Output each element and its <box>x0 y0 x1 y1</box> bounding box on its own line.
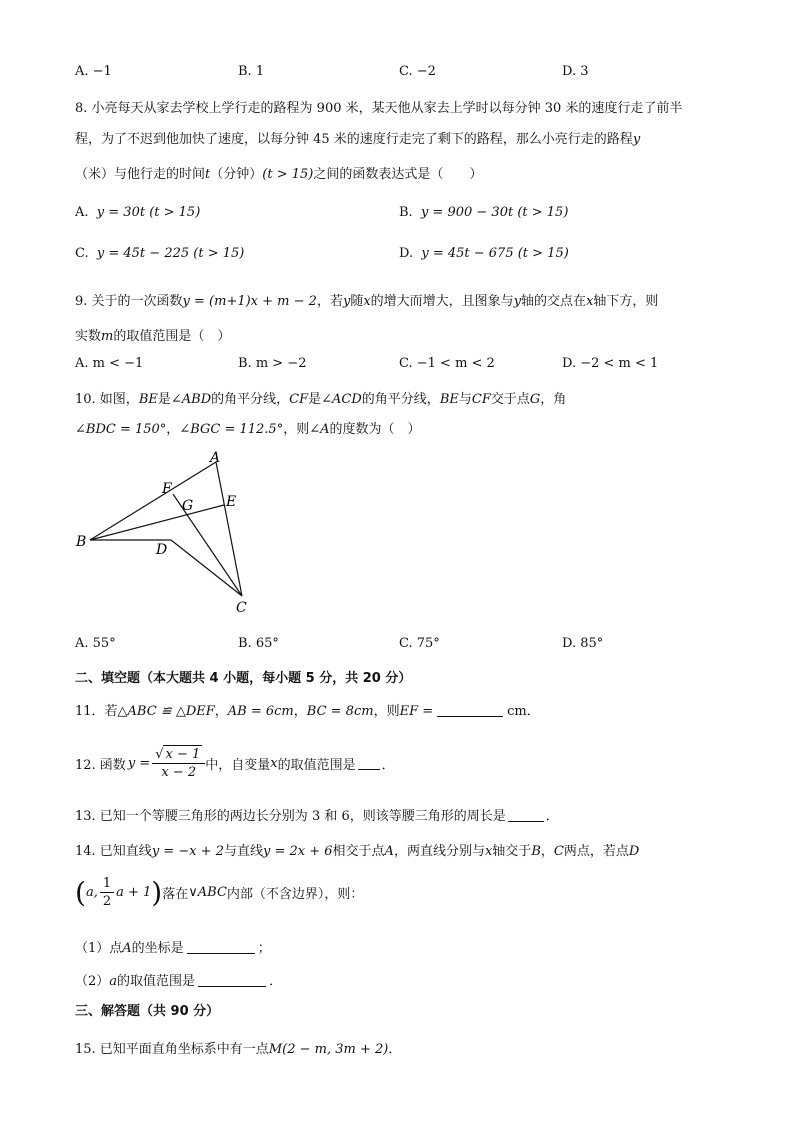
q10-angle-a: ∠A <box>309 422 330 437</box>
q13-text: 13. 已知一个等腰三角形的两边长分别为 3 和 6，则该等腰三角形的周长是 <box>75 809 506 824</box>
q8-line-3-b: （分钟） <box>210 167 263 182</box>
q9-option-d: D. −2 < m < 1 <box>562 356 659 371</box>
q14-text-i: 内部（不含边界），则： <box>226 887 364 902</box>
q8-option-a-expr: y = 30t (t > 15) <box>96 205 201 220</box>
q10-text-a: 10. 如图， <box>75 392 139 407</box>
q12-denominator: x − 2 <box>161 765 197 780</box>
line-ba <box>90 462 216 540</box>
q8-option-a-letter: A. <box>75 205 89 220</box>
line-dc <box>171 540 242 596</box>
q14-sub1-c: ； <box>257 941 271 956</box>
q14-sub1-answer-blank[interactable] <box>187 941 255 954</box>
q11-comma-1: ， <box>214 704 228 719</box>
q10-option-c: C. 75° <box>399 636 440 651</box>
q12-period: ． <box>381 757 395 773</box>
label-b: B <box>76 534 87 550</box>
q14-line-1 <box>75 840 639 859</box>
q9-option-a: A. m < −1 <box>75 356 144 371</box>
q9-var-x2: x <box>586 294 594 309</box>
q8-option-b-letter: B. <box>399 205 413 220</box>
label-c: C <box>236 600 247 616</box>
q14-sub2-var: a <box>109 974 118 989</box>
q14-sub-1 <box>75 937 271 956</box>
section-3-title: 三、解答题（共 90 分） <box>75 1004 220 1019</box>
q10-line-1 <box>75 388 566 407</box>
q10-text-i: ， <box>166 422 180 437</box>
q12-text-a: 12. 函数 <box>75 757 126 773</box>
q8-option-d-letter: D. <box>399 246 414 261</box>
q14-point-d: D <box>628 844 640 859</box>
q11-ab: AB = 6cm <box>227 704 294 719</box>
q10-option-d: D. 85° <box>562 636 604 651</box>
q12-numerator: √ x − 1 <box>152 745 205 764</box>
q9-line-2 <box>75 325 230 344</box>
q12-text-b: 中，自变量 <box>205 757 271 773</box>
q10-angle-bgc: ∠BGC = 112.5° <box>179 422 284 437</box>
q14-sub2-a: （2） <box>75 974 110 989</box>
q14-text-d: ，两直线分别与 <box>393 844 485 859</box>
label-e: E <box>226 494 237 510</box>
q11-unit: cm． <box>507 704 540 719</box>
q8-line-3-a: （米）与他行走的时间 <box>75 167 206 182</box>
q14-half-den: 2 <box>102 894 112 909</box>
q14-sub-2 <box>75 970 282 989</box>
q14-text-e: 轴交于 <box>492 844 532 859</box>
q11-bc: BC = 8cm <box>306 704 374 719</box>
q9-var-x: x <box>363 294 371 309</box>
q11-text-a: 11．若 <box>75 704 118 719</box>
q14-sub2-answer-blank[interactable] <box>198 974 266 987</box>
q8-option-b-expr: y = 900 − 30t (t > 15) <box>420 205 569 220</box>
q14-line-2 <box>75 875 363 910</box>
q12-fraction <box>152 745 205 781</box>
q12-line <box>75 745 395 781</box>
q9-function-expr: y = (m+1)x + m − 2 <box>182 294 317 309</box>
q14-point-b: B <box>531 844 541 859</box>
q14-point-a: A <box>384 844 394 859</box>
q8-option-c <box>75 246 244 261</box>
q8-line-3 <box>75 163 482 182</box>
q10-text-g: 交于点 <box>490 392 530 407</box>
q8-option-d <box>399 246 569 261</box>
q9-text-f: 轴下方，则 <box>593 294 659 309</box>
q13-line <box>75 805 559 824</box>
q10-cf: CF <box>289 392 309 407</box>
q12-y: y = <box>127 755 151 771</box>
q10-text-d: 是 <box>308 392 322 407</box>
q8-option-d-expr: y = 45t − 675 (t > 15) <box>421 246 569 261</box>
q11-comma-2: ， <box>293 704 307 719</box>
q7-option-c: C. −2 <box>399 64 436 79</box>
q14-sub1-a: （1）点 <box>75 941 123 956</box>
q9-text-b: ，若 <box>316 294 343 309</box>
q14-text-b: 与直线 <box>223 844 263 859</box>
q10-text-k: 的度数为（ ） <box>329 422 421 437</box>
q7-option-b: B. 1 <box>238 64 265 79</box>
q10-be2: BE <box>439 392 459 407</box>
q14-text-g: 两点，若点 <box>563 844 629 859</box>
q10-line-2 <box>75 418 421 437</box>
q14-text-h: 落在 <box>162 887 189 902</box>
q14-coord-tail: a + 1 <box>116 885 152 900</box>
section-2-title: 二、填空题（本大题共 4 小题，每小题 5 分，共 20 分） <box>75 671 412 686</box>
q11-answer-blank[interactable] <box>437 704 503 717</box>
q10-be: BE <box>138 392 158 407</box>
q14-text-c: 相交于点 <box>332 844 385 859</box>
q9-text-a: 9. 关于的一次函数 <box>75 294 183 309</box>
q10-text-e: 的角平分线， <box>361 392 440 407</box>
label-d: D <box>156 542 168 558</box>
q13-answer-blank[interactable] <box>508 809 544 822</box>
q14-sub2-b: 的取值范围是 <box>117 974 196 989</box>
q15-point-m: M(2 − m, 3m + 2) <box>268 1042 389 1057</box>
q10-cf2: CF <box>471 392 491 407</box>
q12-answer-blank[interactable] <box>358 757 380 770</box>
q14-text-a: 14. 已知直线 <box>75 844 152 859</box>
q8-option-b <box>399 205 568 220</box>
q8-option-c-expr: y = 45t − 225 (t > 15) <box>96 246 245 261</box>
q11-text-g: ，则 <box>373 704 400 719</box>
q12-radicand: x − 1 <box>165 747 201 762</box>
q10-text-h: ，角 <box>540 392 567 407</box>
q8-line-3-c: 之间的函数表达式是（ ） <box>313 167 483 182</box>
label-a: A <box>210 450 221 466</box>
q8-line-2-text: 程，为了不迟到他加快了速度，以每分钟 45 米的速度行走完了剩下的路程，那么小亮行走的路程 <box>75 132 633 147</box>
q10-angle-bdc: ∠BDC = 150° <box>75 422 167 437</box>
q14-point-c: C <box>553 844 564 859</box>
q10-option-a: A. 55° <box>75 636 116 651</box>
q14-paren-close: ) <box>151 876 163 909</box>
q14-line-eq-1: y = −x + 2 <box>151 844 224 859</box>
q14-line-eq-2: y = 2x + 6 <box>262 844 333 859</box>
q12-x: x <box>270 755 278 771</box>
q9-option-c: C. −1 < m < 2 <box>399 356 495 371</box>
q10-text-j: ，则 <box>283 422 310 437</box>
q8-var-y: y <box>632 132 641 147</box>
q10-text-b: 是 <box>157 392 171 407</box>
q10-triangle-figure <box>70 450 270 620</box>
q8-option-a <box>75 205 200 220</box>
q14-paren-open: ( <box>75 876 86 909</box>
label-g: G <box>182 498 194 514</box>
q9-text-e: 轴的交点在 <box>521 294 587 309</box>
q13-period: ． <box>545 809 559 824</box>
label-f: F <box>162 481 172 497</box>
q15-line <box>75 1038 401 1057</box>
q10-text-f: 与 <box>458 392 472 407</box>
q14-half-fraction <box>100 875 114 910</box>
q14-sub2-c: ． <box>269 974 283 989</box>
q9-text-d: 的增大而增大，且图象与 <box>370 294 514 309</box>
q9-var-m: m <box>101 329 114 344</box>
q9-line-1 <box>75 290 658 309</box>
q8-var-t: t <box>205 167 211 182</box>
q14-var-x: x <box>484 844 493 859</box>
q15-period: ． <box>388 1042 402 1057</box>
q10-angle-abd: ∠ABD <box>170 392 212 407</box>
q14-sub1-b: 的坐标是 <box>131 941 184 956</box>
q11-line <box>75 700 540 719</box>
q9-text-g: 实数 <box>75 329 102 344</box>
q8-condition: (t > 15) <box>262 167 314 182</box>
q9-var-y2: y <box>513 294 522 309</box>
q11-congruence: △ABC ≌ △DEF <box>117 704 215 719</box>
q9-text-h: 的取值范围是（ ） <box>113 329 231 344</box>
line-be <box>90 505 224 540</box>
q8-line-2 <box>75 128 640 147</box>
q14-sub1-point: A <box>122 941 132 956</box>
q9-option-b: B. m > −2 <box>238 356 307 371</box>
q10-option-b: B. 65° <box>238 636 279 651</box>
q14-coord-a: a, <box>85 885 98 900</box>
q14-half-num: 1 <box>100 875 114 893</box>
q7-option-a: A. −1 <box>75 64 112 79</box>
q9-var-y: y <box>342 294 351 309</box>
q14-triangle: ∨ABC <box>188 885 227 900</box>
q10-text-c: 的角平分线， <box>211 392 290 407</box>
q10-point-g: G <box>529 392 541 407</box>
q11-ef: EF = <box>399 704 434 719</box>
q12-text-c: 的取值范围是 <box>277 757 356 773</box>
q9-text-c: 随 <box>350 294 364 309</box>
q10-angle-acd: ∠ACD <box>321 392 362 407</box>
q15-text-a: 15. 已知平面直角坐标系中有一点 <box>75 1042 269 1057</box>
q14-text-f: ， <box>540 844 554 859</box>
q7-option-d: D. 3 <box>562 64 589 79</box>
q8-option-c-letter: C. <box>75 246 89 261</box>
q8-line-1: 8. 小亮每天从家去学校上学行走的路程为 900 米，某天他从家去上学时以每分钟 30 米的速度行走了前半 <box>75 101 683 116</box>
